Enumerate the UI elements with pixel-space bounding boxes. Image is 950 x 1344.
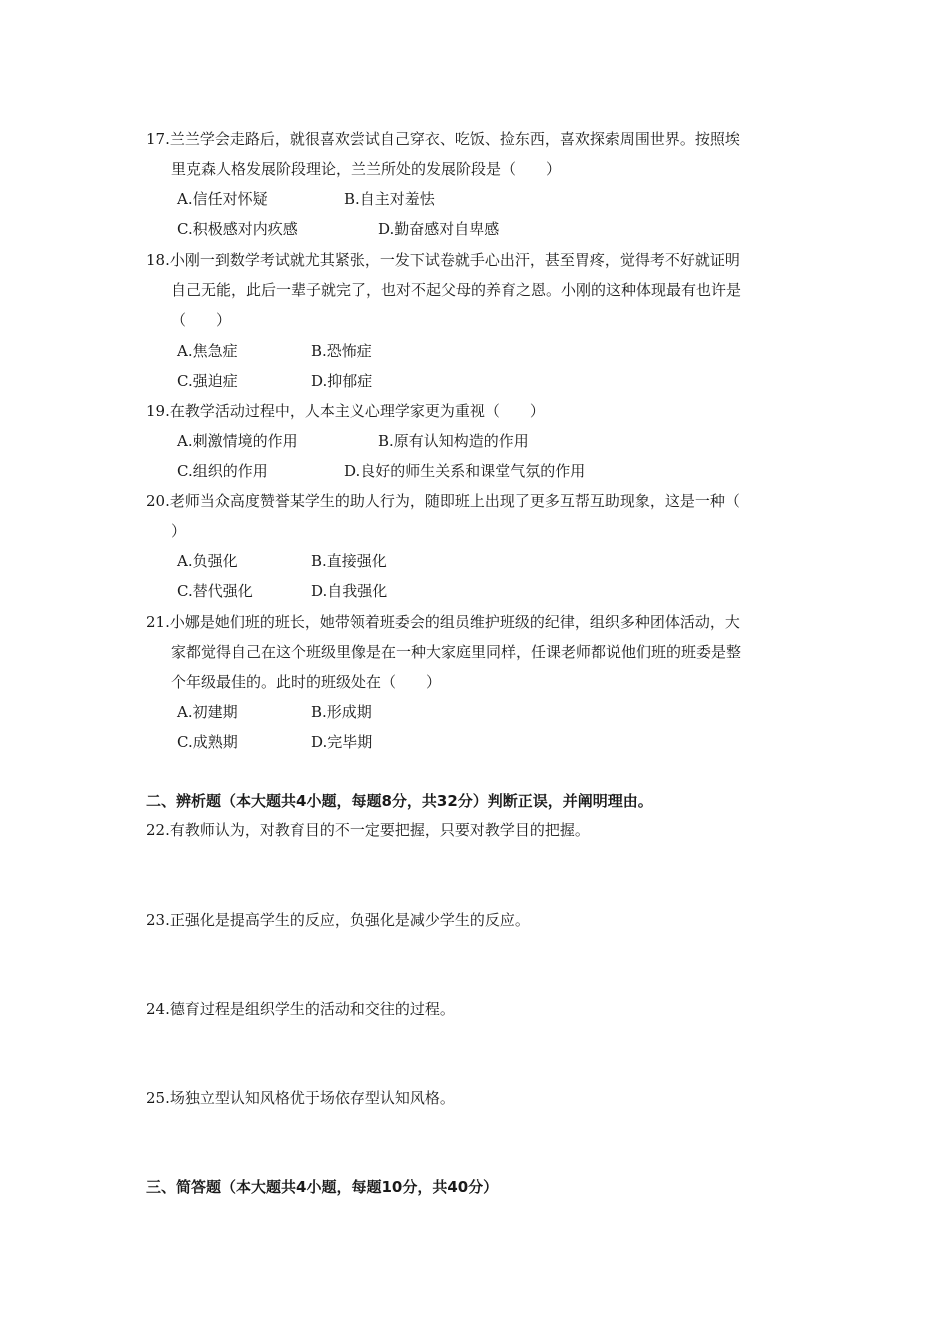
q25-text: 25.场独立型认知风格优于场依存型认知风格。: [146, 1089, 455, 1107]
q17-option-d: D.勤奋感对自卑感: [378, 220, 500, 238]
q18-option-d: D.抑郁症: [311, 372, 373, 390]
q18-text-line1: 18.小刚一到数学考试就尤其紧张，一发下试卷就手心出汗，甚至胃疼，觉得考不好就证明: [146, 251, 740, 269]
q21-text-line1: 21.小娜是她们班的班长，她带领着班委会的组员维护班级的纪律，组织多种团体活动，大: [146, 613, 740, 631]
q21-option-a: A.初建期: [177, 703, 238, 721]
q24-text: 24.德育过程是组织学生的活动和交往的过程。: [146, 1000, 455, 1018]
q21-text-line2: 家都觉得自己在这个班级里像是在一种大家庭里同样，任课老师都说他们班的班委是整: [171, 643, 742, 661]
q19-option-d: D.良好的师生关系和课堂气氛的作用: [344, 462, 586, 480]
q21-option-b: B.形成期: [311, 703, 372, 721]
q20-option-b: B.直接强化: [311, 552, 387, 570]
section-3-heading: 三、简答题（本大题共4小题，每题10分，共40分）: [146, 1178, 499, 1196]
q19-option-a: A.刺激情境的作用: [177, 432, 298, 450]
q18-text-line3: （ ）: [171, 311, 232, 329]
q19-option-c: C.组织的作用: [177, 462, 268, 480]
q18-option-b: B.恐怖症: [311, 342, 372, 360]
q20-option-d: D.自我强化: [311, 582, 388, 600]
q21-option-d: D.完毕期: [311, 733, 373, 751]
q23-text: 23.正强化是提高学生的反应，负强化是减少学生的反应。: [146, 911, 530, 929]
q19-text-line1: 19.在教学活动过程中，人本主义心理学家更为重视（ ）: [146, 402, 545, 420]
section-2-heading: 二、辨析题（本大题共4小题，每题8分，共32分）判断正误，并阐明理由。: [146, 792, 653, 810]
q20-option-c: C.替代强化: [177, 582, 253, 600]
q17-option-a: A.信任对怀疑: [177, 190, 268, 208]
q20-text-line2: ）: [171, 522, 187, 540]
q17-option-c: C.积极感对内疚感: [177, 220, 298, 238]
q17-text-line2: 里克森人格发展阶段理论，兰兰所处的发展阶段是（ ）: [171, 160, 562, 178]
q21-option-c: C.成熟期: [177, 733, 238, 751]
q17-text-line1: 17.兰兰学会走路后，就很喜欢尝试自己穿衣、吃饭、捡东西，喜欢探索周围世界。按照埃: [146, 130, 740, 148]
q21-text-line3: 个年级最佳的。此时的班级处在（ ）: [171, 673, 442, 691]
q18-text-line2: 自己无能，此后一辈子就完了，也对不起父母的养育之恩。小刚的这种体现最有也许是: [171, 281, 742, 299]
q18-option-c: C.强迫症: [177, 372, 238, 390]
q17-option-b: B.自主对羞怯: [344, 190, 435, 208]
q20-text-line1: 20.老师当众高度赞誉某学生的助人行为，随即班上出现了更多互帮互助现象，这是一种（: [146, 492, 740, 510]
q22-text: 22.有教师认为，对教育目的不一定要把握，只要对教学目的把握。: [146, 821, 590, 839]
q20-option-a: A.负强化: [177, 552, 238, 570]
q19-option-b: B.原有认知构造的作用: [378, 432, 529, 450]
q18-option-a: A.焦急症: [177, 342, 238, 360]
